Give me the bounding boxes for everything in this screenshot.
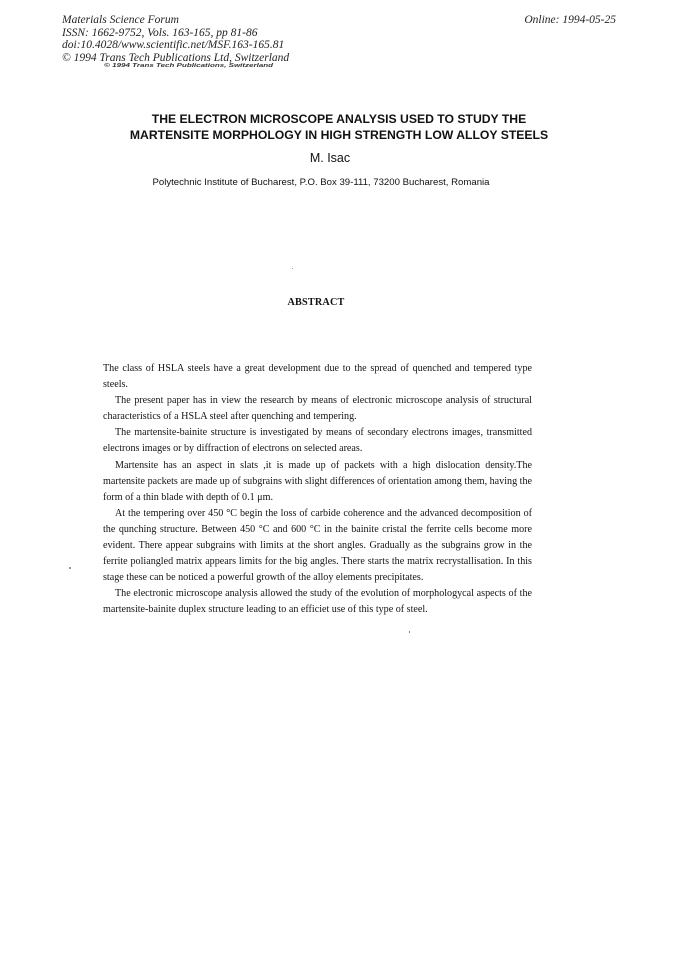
abstract-paragraph: The present paper has in view the research by means of electronic microscope analysis of structural characteristics of a HSLA steel after quenching and tempering. [103, 395, 532, 423]
abstract-paragraph: The class of HSLA steels have a great development due to the spread of quenched and tempered type steels. [103, 363, 532, 391]
issn-line: ISSN: 1662-9752, Vols. 163-165, pp 81-86 [62, 26, 258, 39]
copyright-line: © 1994 Trans Tech Publications Ltd, Switzerland [62, 51, 290, 64]
title-line-1: THE ELECTRON MICROSCOPE ANALYSIS USED TO STUDY THE [151, 112, 527, 126]
abstract-body [103, 361, 532, 619]
title-line-2: MARTENSITE MORPHOLOGY IN HIGH STRENGTH LOW ALLOY STEELS [129, 128, 549, 142]
author-name: M. Isac [309, 151, 351, 165]
abstract-paragraph: The martensite-bainite structure is investigated by means of secondary electrons images, transmitted electrons images or by diffraction of electrons on selected areas. [103, 427, 532, 455]
abstract-paragraph: Martensite has an aspect in slats ,it is made up of packets with a high dislocation density.The martensite packets are made up of subgrains with slight differences of orientation among them, having the form of a thin blade with depth of 0.1 μm. [103, 459, 532, 503]
paper-title [80, 111, 598, 143]
author-affiliation: Polytechnic Institute of Bucharest, P.O. Box 39-111, 73200 Bucharest, Romania [152, 177, 490, 188]
abstract-heading: ABSTRACT [287, 297, 345, 308]
abstract-paragraph: The electronic microscope analysis allowed the study of the evolution of morphologycal aspects of the martensite-bainite duplex structure leading to an efficiet use of this type of steel. [103, 588, 532, 616]
scan-speck [409, 631, 410, 633]
scan-speck [69, 567, 71, 569]
publication-metadata [62, 14, 289, 64]
doi-link[interactable]: doi:10.4028/www.scientific.net/MSF.163-165.81 [62, 39, 285, 51]
scan-speck [292, 268, 293, 269]
scanned-copyright-line: © 1994 Trans Tech Publications, Switzerland [104, 62, 274, 69]
abstract-paragraph: At the tempering over 450 °C begin the loss of carbide coherence and the advanced decomposition of the qunching structure. Between 450 °C and 600 °C in the bainite cristal the ferrite cells become more evident. There appear subgrains with limits at the short angles. Gradually as the subgrains grow in the ferrite poliangled matrix appears limits for the big angles. There starts the matrix recrystallisation. In this stage these can be noticed a powerful growth of the alloy elements precipitates. [103, 507, 532, 584]
journal-name: Materials Science Forum [62, 14, 179, 26]
online-date: Online: 1994-05-25 [524, 14, 616, 26]
